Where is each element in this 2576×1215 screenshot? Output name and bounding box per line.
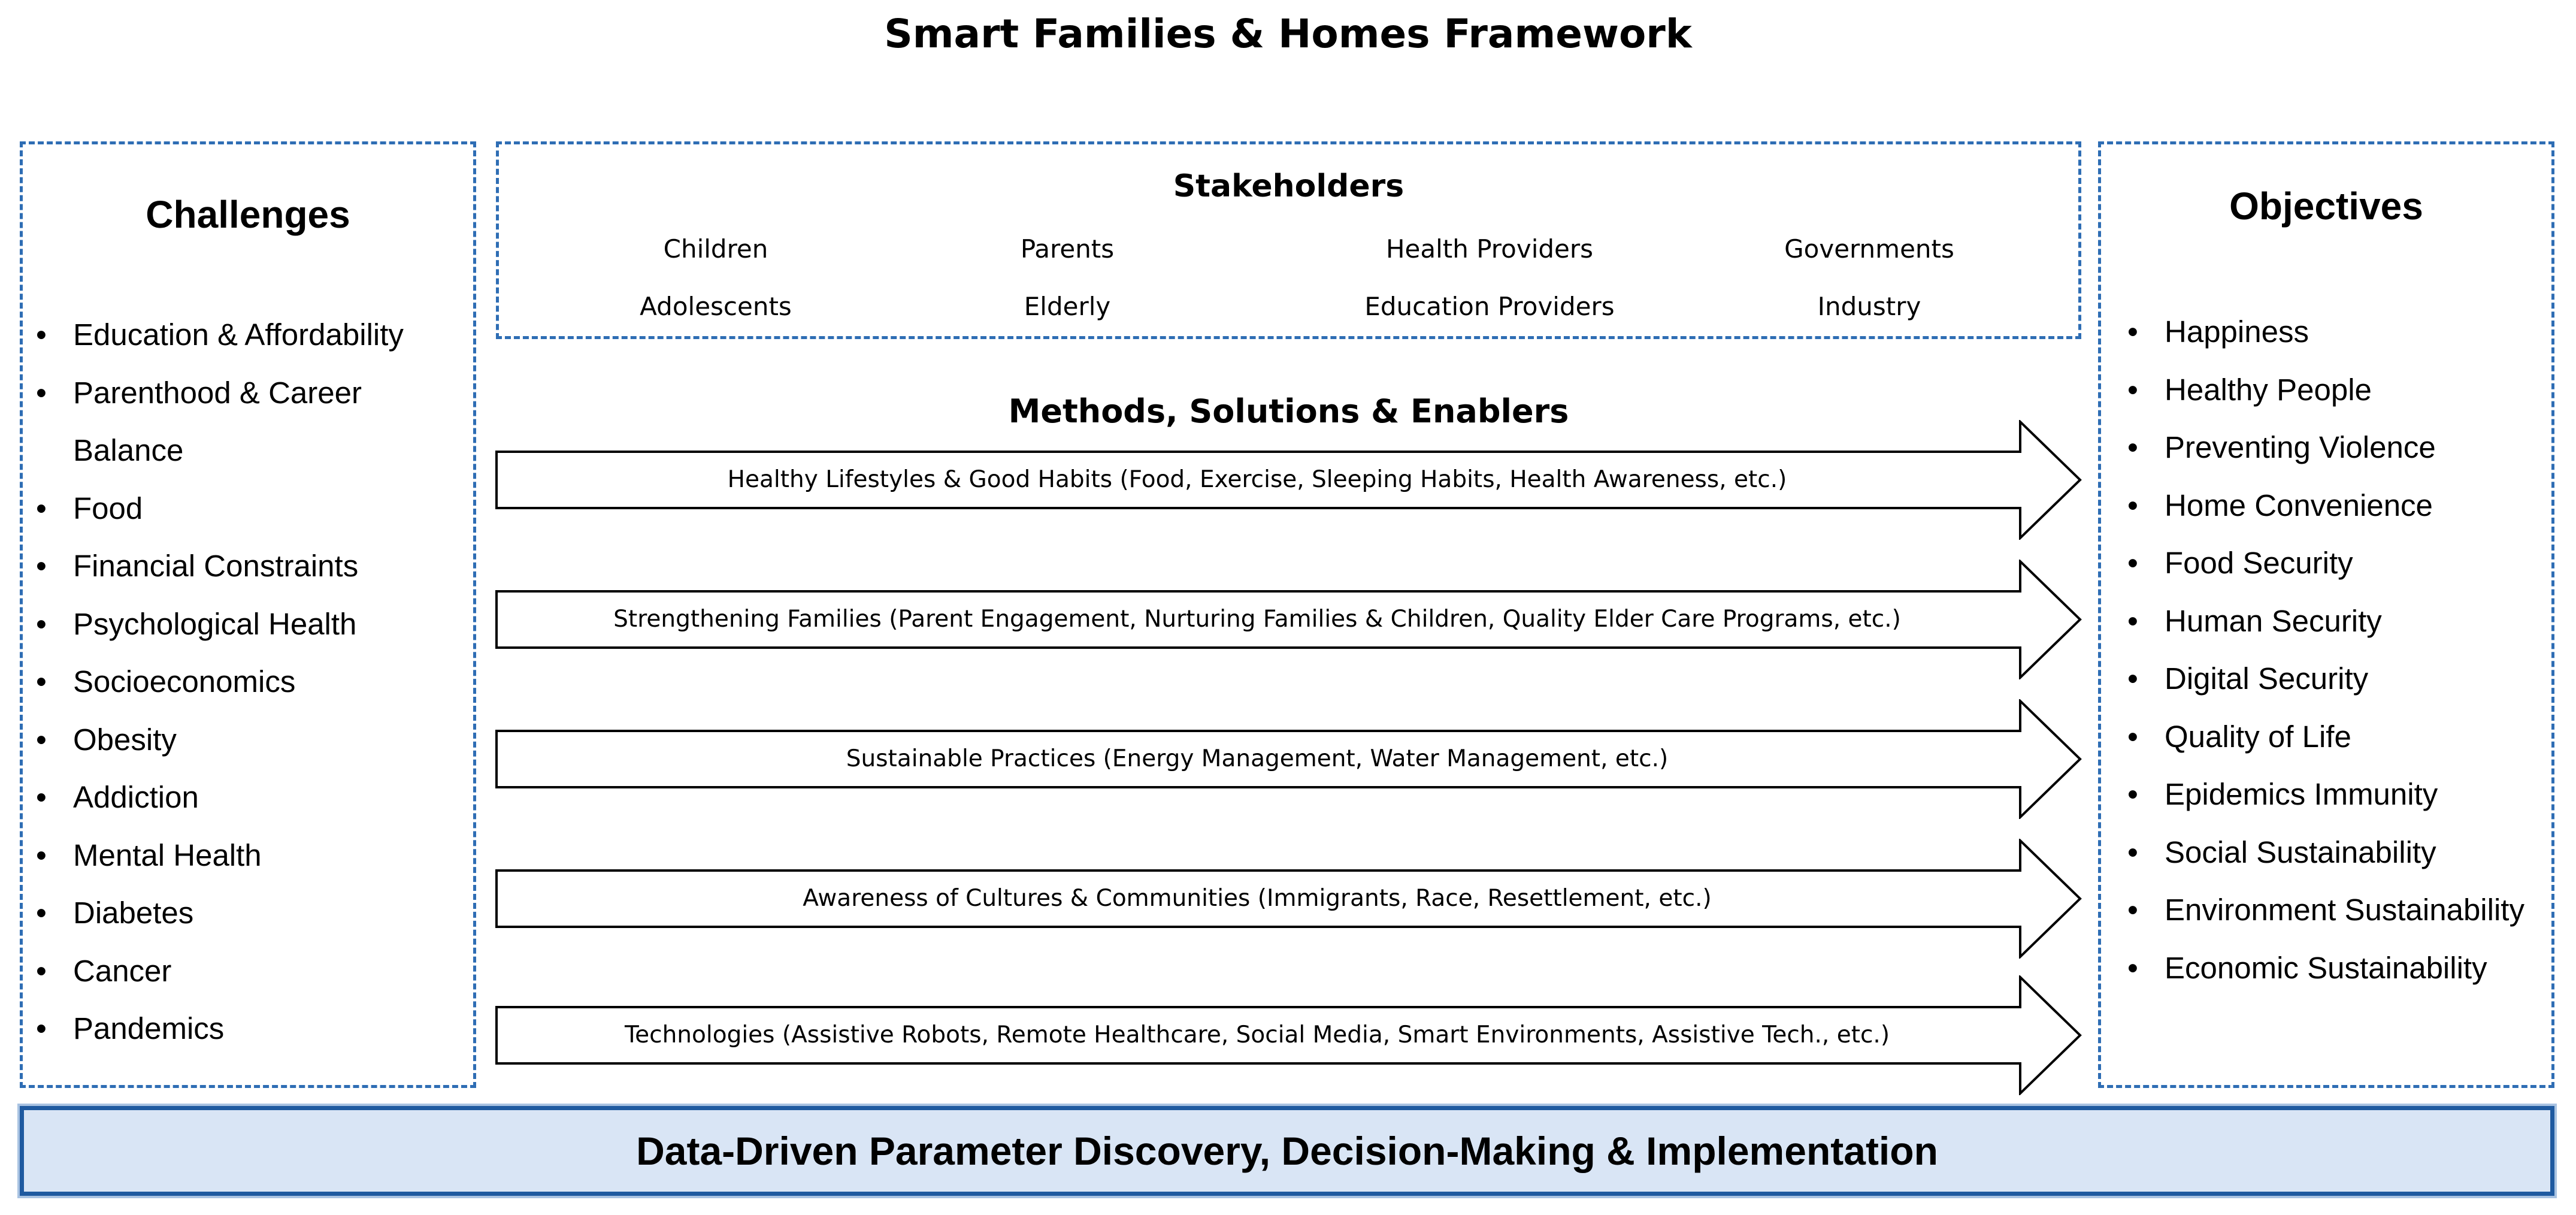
stakeholder-children: Children [663, 234, 768, 264]
bullet-icon: • [36, 953, 47, 988]
method-arrow-label: Healthy Lifestyles & Good Habits (Food, Exercise, Sleeping Habits, Health Awareness, etc.) [727, 466, 1787, 493]
list-item-label: Psychological Health [73, 606, 357, 641]
stakeholder-education-providers: Education Providers [1364, 292, 1615, 321]
stakeholder-elderly: Elderly [1024, 292, 1111, 321]
list-item [2127, 361, 2559, 419]
list-item [36, 769, 449, 827]
bullet-icon: • [36, 549, 47, 583]
list-item [36, 1000, 449, 1058]
stakeholders-title: Stakeholders [1173, 168, 1404, 204]
stakeholder-health-providers: Health Providers [1385, 234, 1594, 264]
list-item [36, 942, 449, 1001]
methods-title: Methods, Solutions & Enablers [1008, 392, 1569, 430]
bullet-icon: • [36, 375, 47, 410]
method-arrow [495, 975, 2083, 1095]
list-item-label: Home Convenience [2165, 488, 2433, 522]
list-item-label: Addiction [73, 780, 199, 814]
list-item [2127, 708, 2559, 766]
list-item-label: Food [73, 491, 143, 525]
list-item [2127, 766, 2559, 824]
list-item-label: Pandemics [73, 1011, 225, 1045]
stakeholders-panel [496, 141, 2081, 339]
list-item [36, 653, 449, 711]
bullet-icon: • [36, 606, 47, 641]
bullet-icon: • [2127, 372, 2138, 407]
challenges-list [36, 306, 449, 1058]
list-item-label: Environment Sustainability [2165, 893, 2524, 927]
list-item [36, 306, 449, 364]
bullet-icon: • [2127, 546, 2138, 580]
list-item-label: Cancer [73, 953, 172, 988]
list-item [2127, 303, 2559, 361]
bullet-icon: • [2127, 661, 2138, 696]
list-item-label: Happiness [2165, 315, 2309, 349]
challenges-title: Challenges [146, 193, 350, 236]
list-item [2127, 419, 2559, 477]
list-item [2127, 593, 2559, 651]
bullet-icon: • [36, 491, 47, 525]
diagram-title: Smart Families & Homes Framework [884, 11, 1692, 57]
list-item [36, 364, 449, 480]
list-item [2127, 824, 2559, 882]
list-item [36, 711, 449, 769]
objectives-title: Objectives [2229, 185, 2423, 228]
list-item [2127, 534, 2559, 593]
list-item-label: Parenthood & Career Balance [73, 375, 362, 467]
stakeholder-industry: Industry [1817, 292, 1921, 321]
list-item-label: Obesity [73, 722, 177, 757]
method-arrow [495, 839, 2083, 959]
method-arrow-label: Technologies (Assistive Robots, Remote Healthcare, Social Media, Smart Environments, Assistive Tech., etc.) [624, 1021, 1890, 1048]
list-item-label: Financial Constraints [73, 549, 359, 583]
list-item-label: Diabetes [73, 896, 194, 930]
list-item-label: Preventing Violence [2165, 430, 2436, 464]
list-item-label: Human Security [2165, 603, 2382, 638]
method-arrow-label: Strengthening Families (Parent Engagement, Nurturing Families & Children, Quality Elder Care Programs, etc.) [613, 606, 1901, 633]
method-arrow-label: Sustainable Practices (Energy Management, Water Management, etc.) [846, 745, 1669, 772]
list-item-label: Socioeconomics [73, 664, 296, 699]
list-item [36, 537, 449, 596]
list-item [2127, 650, 2559, 708]
stakeholder-governments: Governments [1784, 234, 1954, 264]
bullet-icon: • [36, 1011, 47, 1045]
bullet-icon: • [2127, 719, 2138, 754]
list-item-label: Food Security [2165, 546, 2353, 580]
bullet-icon: • [2127, 777, 2138, 811]
method-arrow [495, 699, 2083, 819]
method-arrow [495, 560, 2083, 679]
bullet-icon: • [36, 780, 47, 814]
bullet-icon: • [36, 896, 47, 930]
list-item-label: Quality of Life [2165, 719, 2351, 754]
bullet-icon: • [2127, 488, 2138, 522]
bullet-icon: • [2127, 950, 2138, 985]
bullet-icon: • [2127, 603, 2138, 638]
list-item-label: Education & Affordability [73, 318, 404, 352]
list-item [36, 884, 449, 942]
list-item-label: Economic Sustainability [2165, 950, 2487, 985]
bullet-icon: • [36, 664, 47, 699]
list-item-label: Healthy People [2165, 372, 2372, 407]
method-arrow [495, 420, 2083, 540]
bullet-icon: • [2127, 430, 2138, 464]
bullet-icon: • [2127, 835, 2138, 869]
list-item-label: Social Sustainability [2165, 835, 2436, 869]
list-item-label: Mental Health [73, 838, 262, 872]
stakeholder-adolescents: Adolescents [640, 292, 792, 321]
list-item-label: Digital Security [2165, 661, 2369, 696]
method-arrow-label: Awareness of Cultures & Communities (Immigrants, Race, Resettlement, etc.) [803, 885, 1712, 912]
challenges-panel [20, 141, 476, 1088]
list-item [2127, 939, 2559, 998]
bullet-icon: • [2127, 893, 2138, 927]
bullet-icon: • [36, 318, 47, 352]
list-item [36, 596, 449, 654]
objectives-panel [2098, 141, 2554, 1088]
stakeholder-parents: Parents [1020, 234, 1115, 264]
list-item [36, 480, 449, 538]
list-item [2127, 881, 2559, 939]
data-driven-bar: Data-Driven Parameter Discovery, Decision-Making & Implementation [20, 1106, 2554, 1196]
bullet-icon: • [36, 722, 47, 757]
list-item-label: Epidemics Immunity [2165, 777, 2438, 811]
list-item [2127, 477, 2559, 535]
list-item [36, 827, 449, 885]
objectives-list [2127, 303, 2559, 997]
bullet-icon: • [2127, 315, 2138, 349]
bullet-icon: • [36, 838, 47, 872]
